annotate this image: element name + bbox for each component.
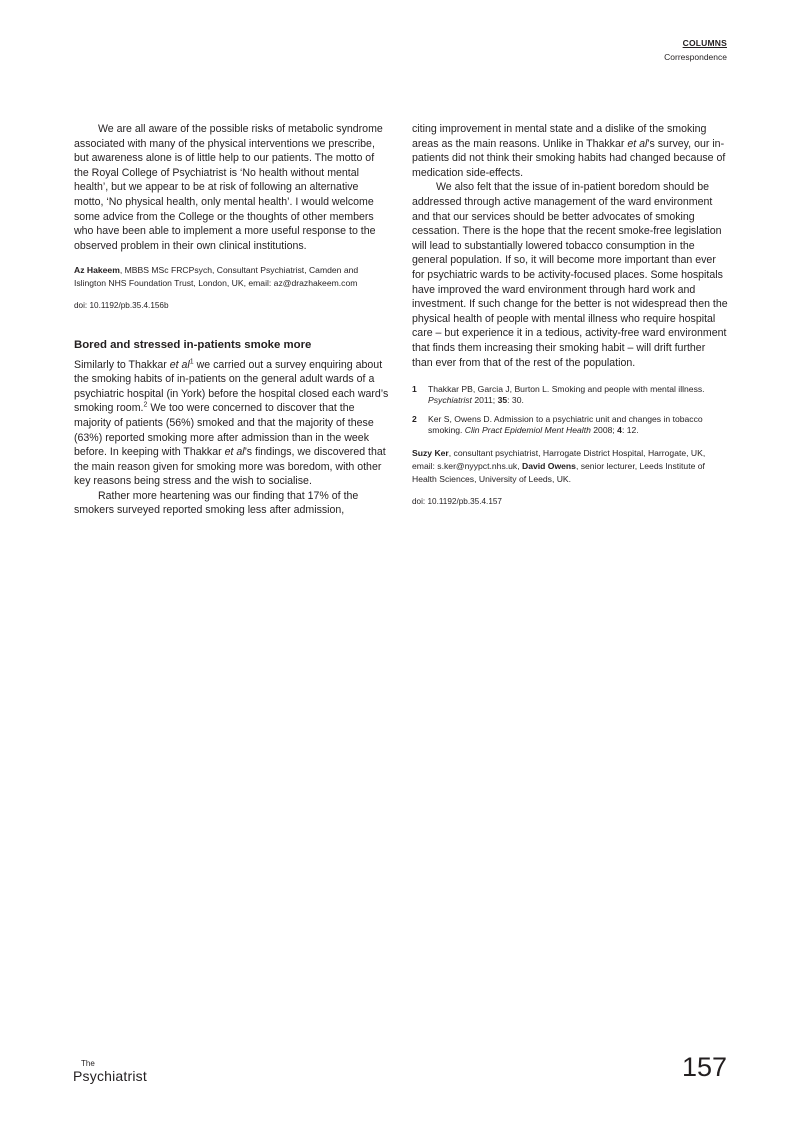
volume: 4: [617, 425, 622, 436]
reference-list: [412, 384, 728, 436]
section-label: COLUMNS: [682, 38, 727, 48]
subsection-label: Correspondence: [664, 52, 727, 62]
author-name: David Owens: [521, 461, 576, 472]
left-column: [74, 122, 390, 518]
doi: doi: 10.1192/pb.35.4.156b: [74, 301, 169, 311]
text-run: We too were concerned to discover that the majority of patients (56%) smoked and that the majority of these (63%) reported smoking more after admission than in the week before. In keeping with Thakkar: [74, 402, 374, 459]
italic-text: et al: [169, 358, 190, 371]
reference-item: [412, 414, 728, 436]
text-run: Thakkar PB, Garcia J, Burton L. Smoking and people with mental illness.: [428, 384, 705, 395]
author-affiliation: , senior lecturer, Leeds Institute of Health Sciences, University of Leeds, UK.: [412, 461, 705, 485]
text-run: Similarly to Thakkar: [74, 358, 170, 371]
author-signature: [74, 264, 390, 290]
body-paragraph: Rather more heartening was our finding that 17% of the smokers surveyed reported smoking less after admission,: [74, 489, 359, 517]
volume: 35: [497, 395, 508, 406]
body-paragraph: [74, 358, 390, 489]
author-affiliation: , MBBS MSc FRCPsych, Consultant Psychiatrist, Camden and Islington NHS Foundation Trust, London, UK, email: az@drazhakeem.com: [74, 265, 359, 289]
running-header: [664, 38, 727, 62]
journal-logo: [73, 1060, 147, 1086]
page-number: 157: [681, 1052, 727, 1082]
text-run: ’s survey, our in-patients did not think their smoking habits had changed because of medication side-effects.: [412, 137, 726, 179]
author-name: Suzy Ker: [412, 448, 449, 459]
text-run: : 30.: [507, 395, 524, 406]
text-run: we carried out a survey enquiring about the smoking habits of in-patients on the general adult wards of a psychiatric hospital (in York) before the hospital closed each ward’s smoking room.: [74, 358, 389, 415]
text-run: 2008;: [590, 425, 618, 436]
right-column: [412, 122, 728, 510]
text-run: ’s findings, we discovered that the main reason given for smoking more was boredom, with other key reasons being stress and the wish to socialise.: [74, 446, 386, 488]
body-paragraph: [412, 122, 728, 180]
letter-paragraph: We are all aware of the possible risks of metabolic syndrome associated with many of the physical interventions we prescribe, but awareness alone is of little help to our patients. The motto of the Royal College of Psychiatrist is ‘No health without mental health’, but we appear to be at risk of following an alternative motto, ‘No physical health, only mental health’. I would welcome some advice from the College or the thoughts of other members who have been able to implement a more useful response to the observed problem in their own clinical institutions.: [74, 123, 383, 252]
logo-the: The: [81, 1059, 95, 1068]
reference-item: [412, 384, 728, 406]
letter-heading: Bored and stressed in-patients smoke more: [74, 338, 312, 351]
italic-text: et al: [224, 446, 245, 459]
journal-name: Psychiatrist: [428, 395, 472, 406]
text-run: 2011;: [471, 395, 498, 406]
citation-superscript: 1: [189, 358, 194, 365]
italic-text: et al: [627, 137, 648, 150]
body-paragraph: We also felt that the issue of in-patient boredom should be addressed through active management of the ward environment and that our services should be better advocates of smoking cessation. There is the hope that the recent smoke-free legislation will lead to substantially lowered tobacco consumption in the general population. If so, it will become more important than ever for psychiatric wards to be activity-focused places. Some hospitals have improved the ward environment through hard work and investment. If such change for the better is not widespread then the physical health of people with mental illness who require hospital care – but experience it in a tedious, activity-free ward environment that finds them increasing their smoking habit – will drift further than ever from that of the rest of the population.: [412, 181, 728, 369]
citation-superscript: 2: [143, 401, 148, 409]
text-run: citing improvement in mental state and a dislike of the smoking areas as the main reasons. Unlike in Thakkar: [412, 123, 707, 150]
author-signature: [412, 447, 728, 486]
doi: doi: 10.1192/pb.35.4.157: [412, 497, 502, 507]
reference-number: 2: [412, 414, 417, 425]
logo-name: Psychiatrist: [73, 1068, 147, 1084]
text-run: Ker S, Owens D. Admission to a psychiatric unit and changes in tobacco smoking.: [428, 414, 703, 436]
reference-number: 1: [412, 384, 417, 395]
text-run: : 12.: [621, 425, 639, 436]
author-affiliation: , consultant psychiatrist, Harrogate District Hospital, Harrogate, UK, email: s.ker@nyypct.nhs.uk,: [412, 448, 706, 472]
journal-name: Clin Pract Epidemiol Ment Health: [464, 425, 591, 436]
author-name: Az Hakeem: [74, 265, 120, 276]
